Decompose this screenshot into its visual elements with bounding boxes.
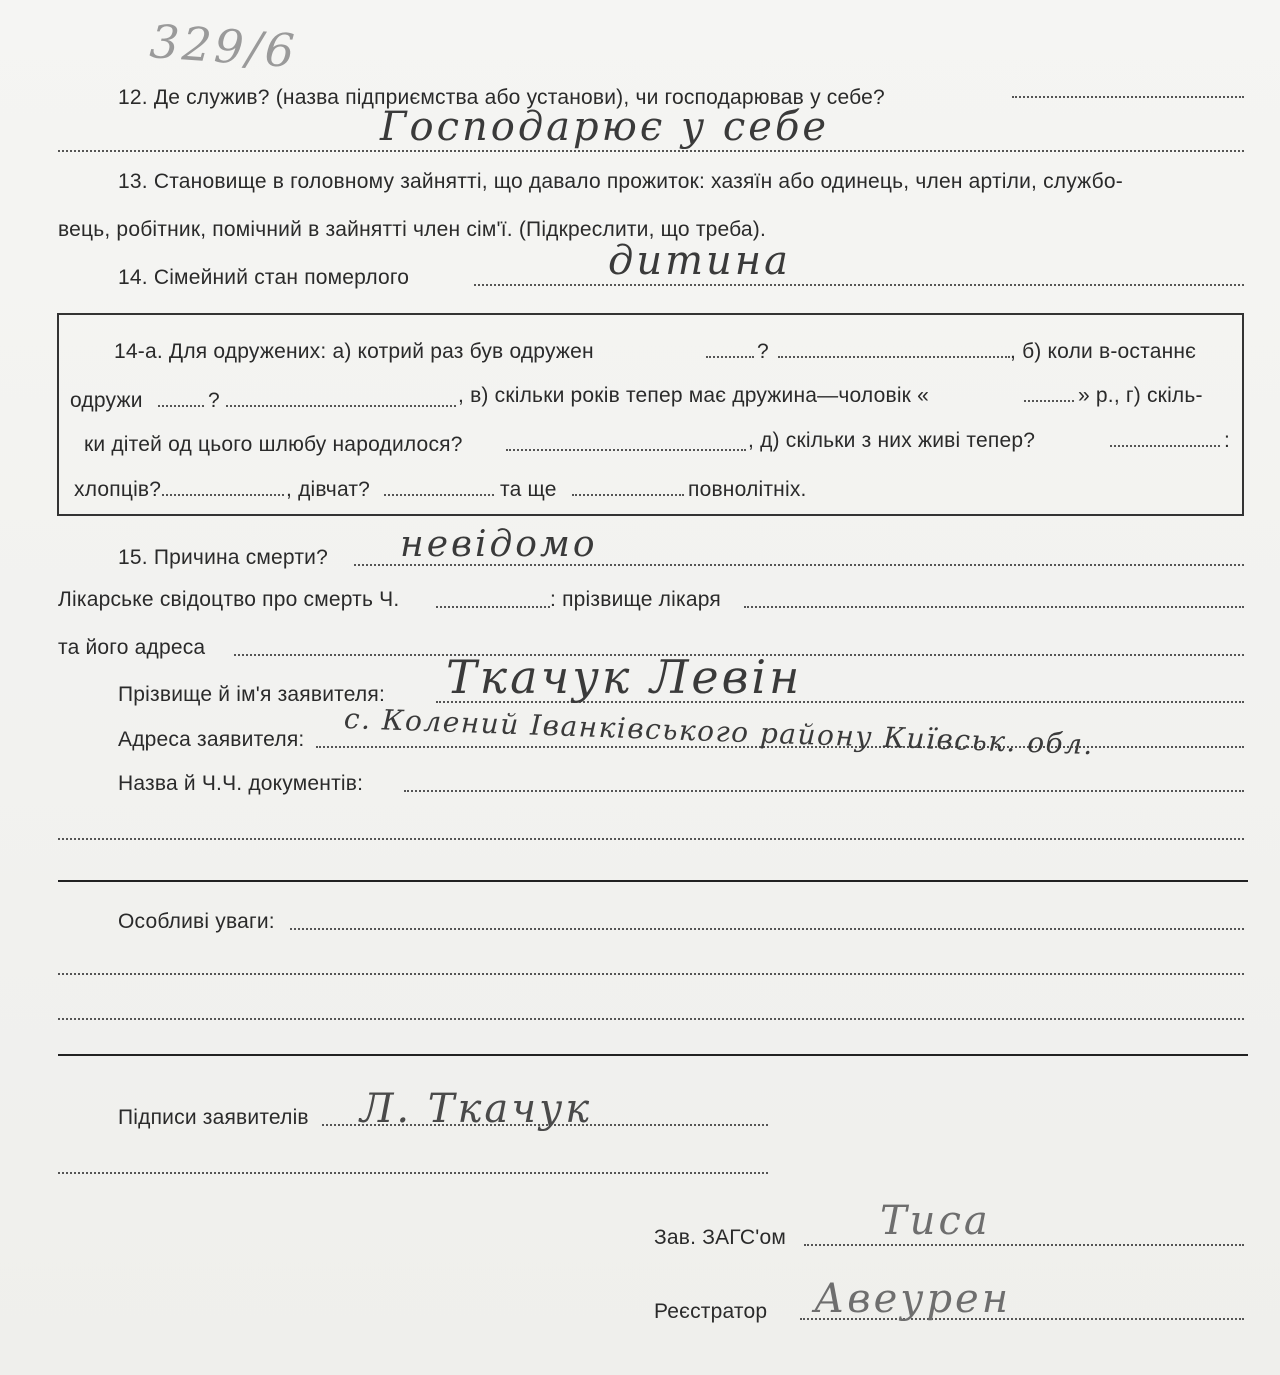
doctor-line: [744, 606, 1244, 608]
notes-label: Особливі уваги:: [118, 910, 275, 933]
q14a-line2-a: одружи: [70, 389, 143, 412]
q14-label: 14. Сімейний стан померлого: [118, 266, 410, 289]
applicant-address-label: Адреса заявителя:: [118, 728, 305, 751]
q14-answer: дитина: [608, 238, 791, 284]
q15-label: 15. Причина смерти?: [118, 546, 328, 569]
q13-line2: вець, робітник, помічний в зайнятті член сім'ї. (Підкреслити, що треба).: [58, 218, 767, 241]
notes-line-1: [290, 928, 1244, 930]
applicant-signature-label: Підписи заявителів: [118, 1106, 309, 1129]
applicant-name-label: Прізвище й ім'я заявителя:: [118, 683, 385, 706]
applicant-signature: Л. Ткачук: [360, 1086, 593, 1132]
q14a-blank-1: [706, 356, 754, 358]
head-label: Зав. ЗАГС'ом: [654, 1226, 786, 1249]
q12-answer: Господарює у себе: [380, 104, 830, 150]
q14a-line3-c: :: [1224, 429, 1231, 452]
q14a-line2-c: » р., г) скіль-: [1078, 384, 1203, 407]
q14a-line1-q: ?: [757, 340, 769, 363]
medical-label: Лікарське свідоцтво про смерть Ч.: [58, 588, 400, 611]
q14a-blank-8: [162, 494, 284, 496]
q12-line: [1012, 96, 1244, 98]
q14a-blank-7: [1110, 445, 1220, 447]
q13-line1: 13. Становище в головному зайнятті, що давало прожиток: хазяїн або одинець, член артіли, службо-: [118, 170, 1123, 193]
documents-line-2: [58, 838, 1244, 840]
q14a-line1-a: 14-а. Для одружених: а) котрий раз був одружен: [114, 340, 594, 363]
applicant-address-value: с. Колений Іванківського району Київськ. обл.: [343, 702, 1095, 762]
doctor-address-label: та його адреса: [58, 636, 206, 659]
applicant-name-value: Ткачук Левін: [446, 650, 803, 704]
q14a-line1-b: , б) коли в-останнє: [1010, 340, 1197, 363]
q14a-blank-9: [384, 494, 494, 496]
q14-line: [474, 284, 1244, 286]
documents-label: Назва й Ч.Ч. документів:: [118, 772, 364, 795]
notes-line-3: [58, 1018, 1244, 1020]
applicant-signature-line-2: [58, 1172, 768, 1174]
q14a-line3-a: ки дітей од цього шлюбу народилося?: [84, 433, 463, 456]
q14a-line2-b: , в) скільки років тепер має дружина—чоловік «: [458, 384, 929, 407]
registrar-signature: Авеурен: [814, 1276, 1012, 1322]
q14a-blank-5: [1024, 400, 1074, 402]
archive-number: 329/6: [148, 14, 300, 79]
q14a-line4-a: хлопців?: [74, 478, 162, 501]
section-divider-1: [58, 880, 1248, 882]
q15-answer: невідомо: [400, 524, 598, 565]
head-signature-line: [804, 1244, 1244, 1246]
q14a-line4-d: повнолітніх.: [688, 478, 807, 501]
section-divider-2: [58, 1054, 1248, 1056]
q14a-blank-4: [226, 405, 456, 407]
medical-number-line: [436, 606, 550, 608]
q14a-line2-q: ?: [208, 389, 220, 412]
q12-answer-line: [58, 150, 1244, 152]
doctor-label: : прізвище лікаря: [550, 588, 721, 611]
q14a-blank-10: [572, 494, 684, 496]
q14a-line3-b: , д) скільки з них живі тепер?: [748, 429, 1036, 452]
q14a-blank-2: [778, 356, 1010, 358]
q14a-blank-6: [506, 449, 746, 451]
q14a-line4-b: , дівчат?: [286, 478, 371, 501]
registrar-label: Реєстратор: [654, 1300, 768, 1323]
documents-line-1: [404, 790, 1244, 792]
q12-label: 12. Де служив? (назва підприємства або установи), чи господарював у себе?: [118, 86, 885, 109]
notes-line-2: [58, 973, 1244, 975]
q14a-blank-3: [158, 405, 204, 407]
q14a-line4-c: та ще: [500, 478, 557, 501]
head-signature: Тиса: [880, 1198, 991, 1244]
